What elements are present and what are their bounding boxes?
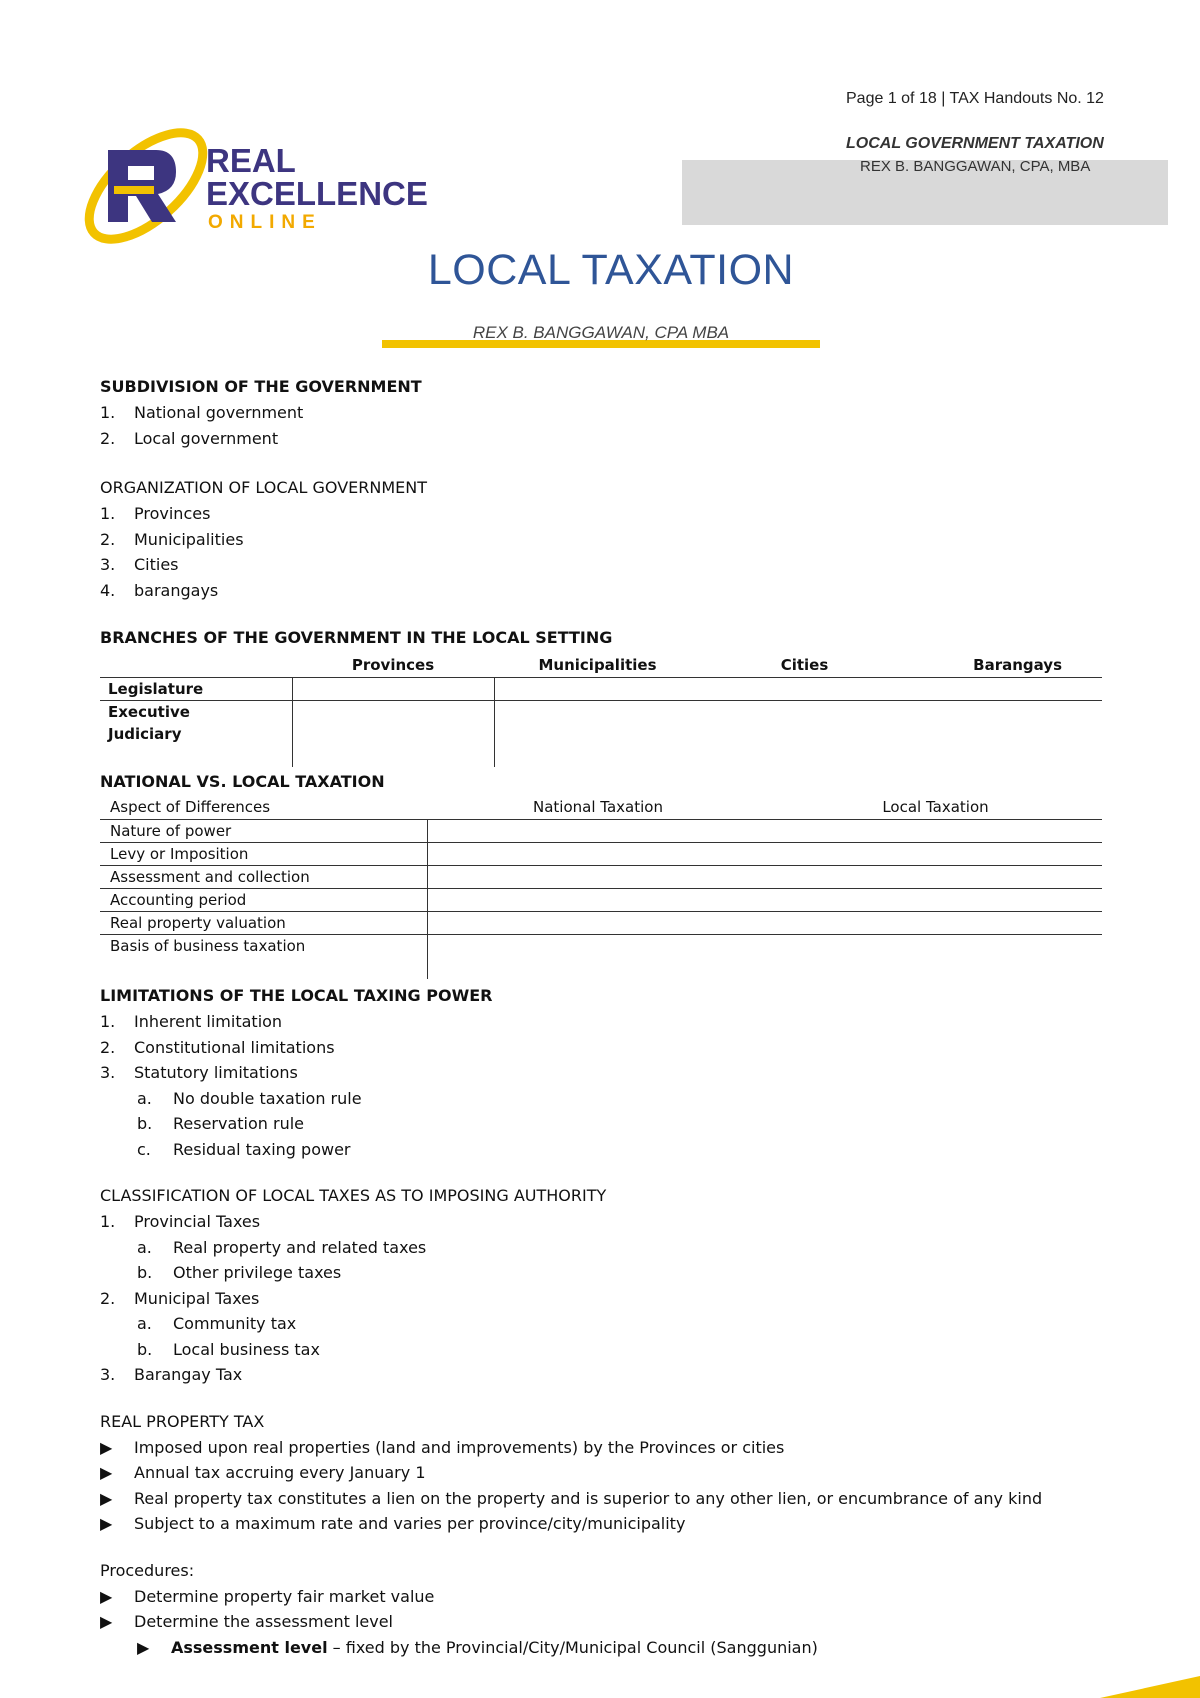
list-item: 1. Inherent limitation	[100, 1012, 283, 1031]
column-header: Provinces	[351, 656, 435, 674]
sub-list-item: b. Other privilege taxes	[137, 1263, 342, 1282]
column-header: National Taxation	[533, 798, 663, 816]
list-item: 3. Statutory limitations	[100, 1063, 298, 1082]
page-title: LOCAL TAXATION	[427, 246, 795, 294]
column-header: Barangays	[973, 656, 1062, 674]
header-doc-title: LOCAL GOVERNMENT TAXATION	[846, 135, 1104, 152]
list-item: 2. Municipalities	[100, 529, 244, 549]
sub-list-item: a. Real property and related taxes	[137, 1237, 427, 1257]
section-heading: NATIONAL VS. LOCAL TAXATION	[100, 772, 385, 791]
section-heading: CLASSIFICATION OF LOCAL TAXES AS TO IMPOSING AUTHORITY	[100, 1186, 607, 1205]
page-subtitle: REX B. BANGGAWAN, CPA MBA	[472, 323, 730, 342]
sub-bullet-item: ▶ Assessment level – fixed by the Provincial/City/Municipal Council (Sanggunian)	[100, 1635, 1110, 1661]
column-header: Local Taxation	[882, 798, 989, 816]
triangle-bullet-icon: ▶	[100, 1463, 113, 1482]
table-row-label: Accounting period	[100, 889, 427, 912]
logo-word-excellence: EXCELLENCE	[206, 175, 428, 212]
logo-letter-r-hole	[128, 166, 154, 180]
table-row-label: Executive	[108, 703, 190, 721]
list-item: 2. Municipal Taxes	[100, 1288, 260, 1308]
column-header: Aspect of Differences	[110, 798, 271, 816]
sub-list-item: a. No double taxation rule	[137, 1088, 362, 1108]
triangle-bullet-icon: ▶	[100, 1514, 113, 1533]
list-item: 2. Constitutional limitations	[100, 1037, 335, 1057]
triangle-bullet-icon: ▶	[100, 1488, 113, 1508]
table-row-label: Real property valuation	[100, 912, 427, 935]
bullet-item: ▶ Determine property fair market value	[100, 1584, 1110, 1610]
table-row-label: Nature of power	[100, 820, 427, 843]
bullet-item: ▶ Real property tax constitutes a lien on the property and is superior to any other lien, or encumbrance of any kind	[100, 1486, 1110, 1512]
branches-table	[100, 653, 1102, 767]
column-header: Cities	[780, 656, 829, 674]
sub-list-item: c. Residual taxing power	[137, 1139, 351, 1159]
list-item: 2. Local government	[100, 428, 279, 448]
logo-word-real: REAL	[206, 142, 296, 179]
list-item: 4. barangays	[100, 580, 219, 600]
section-heading: LIMITATIONS OF THE LOCAL TAXING POWER	[100, 986, 493, 1005]
table-row-label: Judiciary	[108, 725, 182, 743]
column-header: Municipalities	[538, 656, 657, 674]
bullet-item: ▶ Imposed upon real properties (land and improvements) by the Provinces or cities	[100, 1435, 1110, 1461]
table-row-label: Assessment and collection	[100, 866, 427, 889]
list-item: 1. Provinces	[100, 504, 211, 523]
bullet-item: ▶ Subject to a maximum rate and varies per province/city/municipality	[100, 1511, 1110, 1537]
table-row-label: Legislature	[108, 680, 204, 698]
section-heading: ORGANIZATION OF LOCAL GOVERNMENT	[100, 478, 427, 497]
real-excellence-logo	[84, 124, 484, 246]
document-body	[100, 374, 1110, 1660]
triangle-bullet-icon: ▶	[100, 1612, 113, 1631]
sub-list-item: b. Reservation rule	[137, 1114, 305, 1133]
bullet-item: ▶ Determine the assessment level	[100, 1609, 1110, 1635]
national-vs-local-table	[100, 795, 1102, 979]
page-info: Page 1 of 18 | TAX Handouts No. 12	[846, 90, 1104, 107]
sub-list-item: a. Community tax	[137, 1314, 297, 1333]
section-heading: BRANCHES OF THE GOVERNMENT IN THE LOCAL SETTING	[100, 628, 613, 647]
triangle-bullet-icon: ▶	[100, 1586, 113, 1606]
bullet-item: ▶ Annual tax accruing every January 1	[100, 1460, 1110, 1486]
logo-accent-bar	[114, 186, 154, 194]
header-author: REX B. BANGGAWAN, CPA, MBA	[860, 158, 1091, 175]
section-heading: SUBDIVISION OF THE GOVERNMENT	[100, 377, 422, 396]
sub-list-item: b. Local business tax	[137, 1339, 320, 1359]
triangle-bullet-icon: ▶	[100, 1437, 113, 1457]
list-item: 3. Barangay Tax	[100, 1365, 243, 1384]
list-item: 1. National government	[100, 403, 304, 422]
table-row-label: Basis of business taxation	[100, 935, 427, 958]
list-item: 1. Provincial Taxes	[100, 1212, 261, 1231]
triangle-bullet-icon: ▶	[137, 1637, 150, 1657]
section-heading: Procedures:	[100, 1560, 195, 1580]
list-item: 3. Cities	[100, 555, 179, 574]
table-row-label: Levy or Imposition	[100, 843, 427, 866]
logo-word-online: ONLINE	[208, 212, 322, 233]
corner-decoration	[1100, 1668, 1200, 1698]
section-heading: REAL PROPERTY TAX	[100, 1411, 265, 1431]
